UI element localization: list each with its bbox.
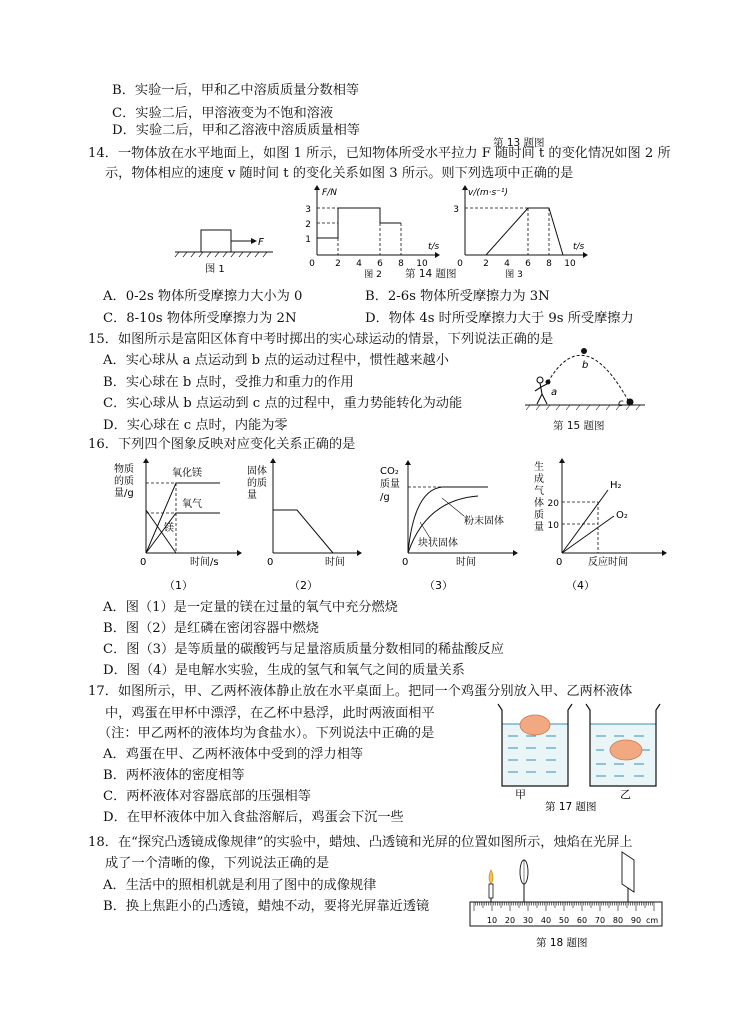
ruler-label: 90 (630, 916, 642, 925)
g4-ylabel-2: 成 (534, 474, 544, 485)
q14-option-a: A．0-2s 物体所受摩擦力大小为 0 (103, 289, 303, 304)
g1-mgo-line (146, 483, 220, 553)
light-screen (622, 852, 634, 892)
q14-stem-line1: 14．一物体放在水平地面上，如图 1 所示，已知物体所受水平拉力 F 随时间 t 的变化情况如图 2 所 (88, 146, 671, 161)
fig2-xlabel: t/s (428, 242, 440, 252)
g2-curve (273, 510, 333, 553)
g3-label-powder: 粉末固体 (464, 516, 504, 527)
g2-xlabel: 时间 (325, 557, 345, 568)
candle-flame (489, 870, 493, 884)
svg-text:10: 10 (416, 259, 428, 269)
g4-ylabel-1: 生 (534, 462, 544, 473)
svg-text:10: 10 (564, 259, 576, 269)
q16-graph-1 (112, 458, 242, 593)
q14-option-d: D．物体 4s 时所受摩擦力大于 9s 所受摩擦力 (365, 311, 634, 326)
q16-option-d: D．图（4）是电解水实验，生成的氢气和氧气之间的质量关系 (103, 663, 465, 678)
svg-text:4: 4 (356, 259, 362, 269)
svg-text:1: 1 (305, 235, 311, 245)
g4-ylabel-3: 气 (534, 486, 544, 497)
svg-text:2: 2 (483, 259, 489, 269)
q13-option-b: B．实验一后，甲和乙中溶质质量分数相等 (112, 83, 360, 98)
ruler-label: 30 (522, 916, 534, 925)
q16-graph-4 (530, 458, 670, 593)
g2-ylabel-2: 的质 (247, 478, 267, 489)
q14-figure-3-velocity-time (448, 185, 588, 280)
q15-option-d: D．实心球在 c 点时，内能为零 (103, 418, 288, 433)
cup-yi-label: 乙 (620, 788, 631, 801)
q17-stem-line1: 17．如图所示，甲、乙两杯液体静止放在水平桌面上。把同一个鸡蛋分别放入甲、乙两杯液体 (88, 684, 633, 699)
g4-xlabel: 反应时间 (588, 557, 628, 568)
g4-tick-10: 10 (547, 521, 559, 531)
ruler-label: 20 (504, 916, 516, 925)
g4-o2-line (562, 516, 614, 553)
q17-stem-line3: （注：甲乙两杯的液体均为食盐水）。下列说法中正确的是 (98, 726, 435, 741)
g4-ylabel-5: 质 (534, 510, 544, 521)
q18-caption: 第 18 题图 (536, 937, 588, 949)
q17-option-d: D．在甲杯液体中加入食盐溶解后，鸡蛋会下沉一些 (103, 810, 404, 825)
ruler-label: 70 (594, 916, 606, 925)
point-c-label: c (618, 398, 624, 409)
g1-number: （1） (164, 579, 193, 592)
svg-text:8: 8 (398, 259, 404, 269)
svg-text:2: 2 (335, 259, 341, 269)
q17-option-c: C．两杯液体对容器底部的压强相等 (103, 789, 311, 804)
fig3-label: 图 3 (505, 270, 523, 280)
g4-tick-20: 20 (547, 499, 559, 509)
g1-label-mg: 镁 (164, 523, 174, 534)
svg-text:6: 6 (377, 259, 383, 269)
g3-xlabel: 时间 (456, 557, 476, 568)
q17-option-a: A．鸡蛋在甲、乙两杯液体中受到的浮力相等 (103, 747, 364, 762)
q14-figure-1 (175, 200, 275, 280)
g1-o2-line (146, 513, 220, 553)
force-label: F (258, 237, 264, 248)
q17-option-b: B．两杯液体的密度相等 (103, 768, 245, 783)
fig3-ylabel: v/(m·s⁻¹) (468, 188, 509, 198)
g4-origin: 0 (556, 557, 563, 568)
q16-graph-2 (245, 458, 365, 593)
svg-text:3: 3 (453, 205, 459, 215)
g4-h2-line (562, 490, 608, 553)
q16-option-b: B．图（2）是红磷在密闭容器中燃烧 (103, 621, 319, 636)
svg-text:2: 2 (305, 220, 311, 230)
g4-ylabel-4: 体 (534, 498, 544, 509)
g1-ylabel-2: 的质 (114, 476, 134, 487)
g4-ylabel-6: 量 (534, 522, 544, 533)
q18-figure-optical-bench (466, 850, 666, 950)
q15-option-a: A．实心球从 a 点运动到 b 点的运动过程中，惯性越来越小 (103, 353, 449, 368)
fig2-ylabel: F/N (322, 188, 337, 198)
q14-option-c: C．8-10s 物体所受摩擦力为 2N (103, 311, 297, 326)
g3-origin: 0 (402, 557, 409, 568)
q15-option-b: B．实心球在 b 点时，受推力和重力的作用 (103, 375, 354, 390)
ruler-label: 10 (486, 916, 498, 925)
q17-stem-line2: 中，鸡蛋在甲杯中漂浮，在乙杯中悬浮，此时两液面相平 (105, 706, 435, 721)
q15-figure-throw (520, 340, 650, 415)
svg-text:0: 0 (457, 259, 463, 269)
svg-text:3: 3 (305, 205, 311, 215)
g1-label-o2: 氧气 (182, 499, 202, 510)
svg-text:0: 0 (309, 259, 315, 269)
g1-ylabel-3: 量/g (114, 488, 134, 499)
g1-label-mgo: 氧化镁 (172, 468, 202, 479)
ruler-label: 40 (540, 916, 552, 925)
g4-label-h2: H₂ (610, 480, 622, 491)
g3-number: （3） (424, 579, 453, 592)
q18-stem-line1: 18．在“探究凸透镜成像规律”的实验中，蜡烛、凸透镜和光屏的位置如图所示，烛焰在光屏上 (88, 835, 633, 850)
ruler-unit: cm (646, 916, 659, 925)
g1-origin: 0 (140, 557, 147, 568)
q16-option-c: C．图（3）是等质量的碳酸钙与足量溶质质量分数相同的稀盐酸反应 (103, 642, 504, 657)
fig1-label: 图 1 (205, 264, 225, 275)
q14-caption: 第 14 题图 (405, 268, 457, 280)
g4-number: （4） (566, 579, 595, 592)
ruler-label: 50 (558, 916, 570, 925)
q15-caption: 第 15 题图 (553, 420, 605, 432)
q13-caption: 第 13 题图 (493, 137, 545, 149)
q16-graph-3 (378, 460, 518, 593)
q15-option-c: C．实心球从 b 点运动到 c 点的过程中，重力势能转化为动能 (103, 396, 463, 411)
fig3-xlabel: t/s (573, 242, 585, 252)
velocity-curve (486, 208, 563, 255)
ruler-label: 80 (612, 916, 624, 925)
svg-text:4: 4 (504, 259, 510, 269)
q18-option-a: A．生活中的照相机就是利用了图中的成像规律 (103, 878, 377, 893)
q17-figure-cups (490, 702, 665, 817)
thrower-figure (535, 377, 547, 404)
g1-xlabel: 时间/s (190, 557, 219, 568)
g3-label-block: 块状固体 (418, 538, 458, 549)
q17-caption: 第 17 题图 (545, 801, 597, 813)
fig2-label: 图 2 (364, 270, 382, 280)
svg-text:6: 6 (525, 259, 531, 269)
g4-label-o2: O₂ (616, 510, 628, 521)
point-b-label: b (582, 360, 589, 371)
trajectory (548, 355, 629, 402)
q18-option-b: B．换上焦距小的凸透镜，蜡烛不动，要将光屏靠近透镜 (103, 899, 430, 914)
block (201, 230, 231, 252)
svg-text:8: 8 (546, 259, 552, 269)
g3-ylabel-1: CO₂ (380, 466, 399, 477)
g2-ylabel-3: 量 (247, 490, 257, 501)
cup-jia-label: 甲 (515, 788, 526, 801)
q18-stem-line2: 成了一个清晰的像，下列说法正确的是 (105, 856, 330, 871)
g3-ylabel-2: 质量 (380, 479, 400, 490)
point-a-label: a (551, 387, 558, 398)
candle (489, 884, 493, 898)
egg-suspended (610, 740, 642, 760)
q16-stem: 16．下列四个图象反映对应变化关系正确的是 (88, 437, 356, 452)
g1-ylabel-1: 物质 (114, 464, 134, 475)
q14-stem-line2: 示，物体相应的速度 v 随时间 t 的变化关系如图 3 所示。则下列选项中正确的是 (105, 166, 574, 181)
g3-ylabel-3: /g (380, 492, 390, 503)
q16-option-a: A．图（1）是一定量的镁在过量的氧气中充分燃烧 (103, 600, 398, 615)
q13-option-d: D．实验二后，甲和乙溶液中溶质质量相等 (112, 123, 360, 138)
g2-number: （2） (289, 579, 318, 592)
q13-option-c: C．实验二后，甲溶液变为不饱和溶液 (112, 106, 334, 121)
ruler-label: 60 (576, 916, 588, 925)
g2-origin: 0 (267, 557, 274, 568)
g2-ylabel-1: 固体 (247, 466, 267, 477)
q15-stem: 15．如图所示是富阳区体育中考时掷出的实心球运动的情景，下列说法正确的是 (88, 332, 554, 347)
egg-floating (520, 715, 550, 735)
q14-option-b: B．2-6s 物体所受摩擦力为 3N (365, 289, 550, 304)
